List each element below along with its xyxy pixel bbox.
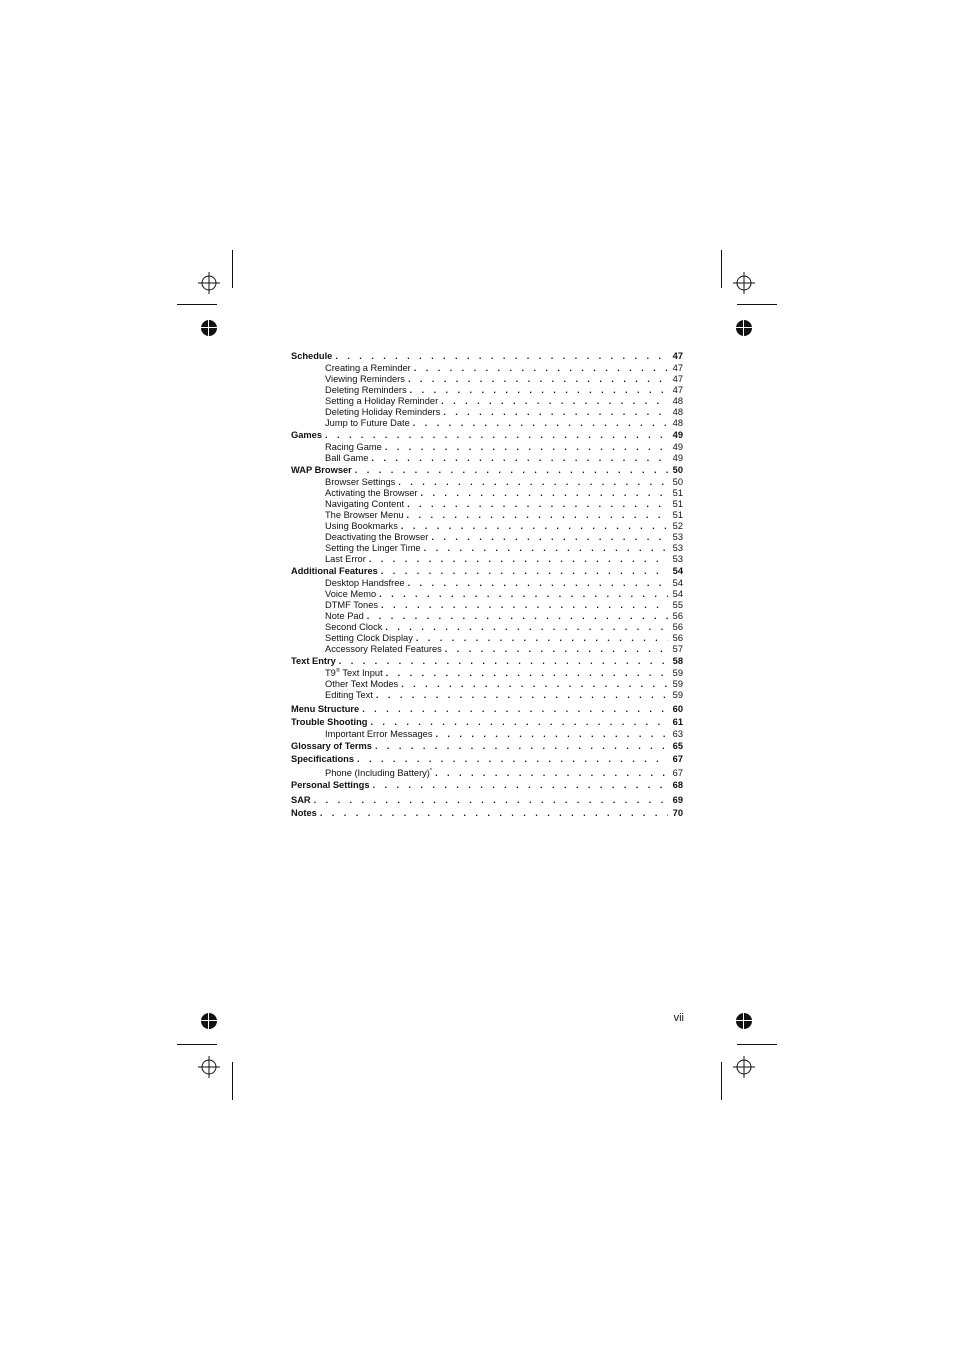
toc-entry-page-number: 47 [672, 385, 683, 395]
toc-dot-leader [410, 385, 668, 396]
toc-subsection-entry[interactable] [291, 768, 683, 779]
toc-dot-leader [431, 532, 668, 543]
crosshair-bottom-left-icon [198, 1056, 220, 1078]
toc-entry-title [325, 543, 421, 554]
toc-entry-title-text: Ball Game [325, 453, 369, 463]
toc-entry-title [291, 429, 322, 442]
toc-entry-title-text: Racing Game [325, 442, 382, 452]
toc-entry-page-number: 51 [672, 499, 683, 509]
toc-subsection-entry[interactable] [291, 633, 683, 644]
toc-entry-page-number: 54 [672, 589, 683, 599]
crop-line-bottom-left-vertical [232, 1062, 233, 1100]
toc-entry-title [325, 768, 432, 779]
toc-entry-page-number: 48 [672, 396, 683, 406]
toc-section-entry[interactable] [291, 716, 683, 729]
toc-entry-title [291, 464, 352, 477]
toc-section-entry[interactable] [291, 779, 683, 792]
toc-entry-page-number: 56 [672, 611, 683, 621]
toc-section-entry[interactable] [291, 655, 683, 668]
toc-entry-title-text: Important Error Messages [325, 729, 433, 739]
toc-dot-leader [386, 668, 668, 679]
toc-dot-leader [385, 442, 668, 453]
toc-entry-title [325, 532, 428, 543]
registration-dot-top-left-icon [201, 320, 217, 336]
toc-entry-title-text: WAP Browser [291, 465, 352, 475]
toc-entry-title [325, 374, 405, 385]
toc-entry-title-text: Desktop Handsfree [325, 578, 405, 588]
toc-entry-page-number: 51 [672, 488, 683, 498]
toc-entry-title-text: Using Bookmarks [325, 521, 398, 531]
toc-entry-title [325, 668, 383, 679]
toc-entry-page-number: 59 [672, 679, 683, 689]
toc-entry-title-text: Navigating Content [325, 499, 405, 509]
toc-entry-title [325, 396, 438, 407]
toc-entry-title-text: Other Text Modes [325, 679, 399, 689]
toc-dot-leader [370, 716, 668, 729]
toc-entry-title [291, 703, 359, 716]
toc-subsection-entry[interactable] [291, 589, 683, 600]
toc-entry-title-text: Jump to Future Date [325, 418, 410, 428]
toc-subsection-entry[interactable] [291, 543, 683, 554]
toc-entry-title [325, 442, 382, 453]
toc-entry-page-number: 61 [672, 717, 683, 727]
toc-subsection-entry[interactable] [291, 554, 683, 565]
toc-dot-leader [371, 453, 668, 464]
toc-entry-title-text: Deleting Reminders [325, 385, 407, 395]
crosshair-bottom-right-icon [733, 1056, 755, 1078]
crop-line-top-left-horizontal [177, 304, 217, 305]
toc-dot-leader [381, 565, 668, 578]
toc-entry-title-text: Phone (Including Battery) [325, 768, 430, 778]
toc-entry-title [325, 453, 368, 464]
toc-entry-title [325, 385, 407, 396]
toc-entry-superscript: ® [335, 668, 340, 674]
toc-dot-leader [435, 768, 668, 779]
toc-entry-title-text: Specifications [291, 754, 355, 764]
toc-entry-page-number: 49 [672, 430, 683, 440]
toc-entry-title-text: Deleting Holiday Reminders [325, 407, 441, 417]
toc-subsection-entry[interactable] [291, 622, 683, 633]
toc-entry-page-number: 53 [672, 543, 683, 553]
toc-entry-title [325, 589, 376, 600]
toc-section-entry[interactable] [291, 794, 683, 807]
toc-entry-title-text: Games [291, 430, 323, 440]
toc-entry-title-text: Notes [291, 808, 317, 818]
toc-entry-title [325, 729, 432, 740]
toc-subsection-entry[interactable] [291, 679, 683, 690]
toc-entry-title [325, 363, 411, 374]
toc-dot-leader [355, 464, 668, 477]
toc-subsection-entry[interactable] [291, 407, 683, 418]
toc-dot-leader [416, 633, 668, 644]
toc-entry-page-number: 60 [672, 704, 683, 714]
toc-subsection-entry[interactable] [291, 578, 683, 589]
toc-entry-page-number: 47 [672, 374, 683, 384]
toc-entry-title [291, 350, 332, 363]
toc-dot-leader [407, 510, 668, 521]
toc-dot-leader [424, 543, 668, 554]
toc-entry-title [291, 655, 336, 668]
toc-entry-page-number: 51 [672, 510, 683, 520]
crosshair-top-left-icon [198, 272, 220, 294]
toc-dot-leader [441, 396, 668, 407]
toc-entry-page-number: 48 [672, 418, 683, 428]
toc-subsection-entry[interactable] [291, 668, 683, 679]
toc-dot-leader [413, 418, 668, 429]
toc-entry-title-text: Personal Settings [291, 780, 370, 790]
toc-dot-leader [376, 690, 668, 701]
toc-dot-leader [435, 729, 668, 740]
toc-entry-title [325, 554, 366, 565]
toc-dot-leader [369, 554, 668, 565]
toc-entry-page-number: 50 [672, 477, 683, 487]
toc-subsection-entry[interactable] [291, 611, 683, 622]
toc-entry-title-text: SAR [291, 795, 311, 805]
toc-entry-page-number: 47 [672, 363, 683, 373]
toc-entry-title [325, 510, 404, 521]
crop-line-bottom-right-horizontal [737, 1044, 777, 1045]
toc-entry-title [325, 488, 418, 499]
toc-entry-page-number: 67 [672, 754, 683, 764]
toc-entry-title-text: Menu Structure [291, 704, 360, 714]
toc-section-entry[interactable] [291, 350, 683, 363]
toc-section-entry[interactable] [291, 703, 683, 716]
toc-entry-title-text: Setting a Holiday Reminder [325, 396, 439, 406]
toc-entry-page-number: 55 [672, 600, 683, 610]
toc-section-entry[interactable] [291, 807, 683, 820]
toc-section-entry[interactable] [291, 740, 683, 753]
toc-section-entry[interactable] [291, 753, 683, 766]
toc-entry-title [325, 600, 378, 611]
toc-subsection-entry[interactable] [291, 374, 683, 385]
crop-line-bottom-left-horizontal [177, 1044, 217, 1045]
toc-entry-title [325, 690, 373, 701]
toc-section-entry[interactable] [291, 464, 683, 477]
toc-entry-title-text: Browser Settings [325, 477, 396, 487]
toc-entry-title-text: Deactivating the Browser [325, 532, 429, 542]
toc-entry-title [325, 521, 398, 532]
toc-entry-page-number: 52 [672, 521, 683, 531]
toc-entry-title-text: Activating the Browser [325, 488, 418, 498]
toc-entry-title-text: Trouble Shooting [291, 717, 368, 727]
toc-dot-leader [445, 644, 668, 655]
toc-entry-title [291, 794, 311, 807]
toc-dot-leader [401, 679, 668, 690]
toc-entry-page-number: 67 [672, 768, 683, 778]
toc-subsection-entry[interactable] [291, 363, 683, 374]
toc-section-entry[interactable] [291, 565, 683, 578]
toc-entry-title-text: Second Clock [325, 622, 383, 632]
toc-entry-title [325, 499, 404, 510]
toc-entry-title [291, 716, 367, 729]
toc-entry-title-text: Voice Memo [325, 589, 377, 599]
toc-entry-page-number: 65 [672, 741, 683, 751]
toc-entry-title-text: Accessory Related Features [325, 644, 442, 654]
toc-entry-page-number: 63 [672, 729, 683, 739]
toc-entry-title-text: Viewing Reminders [325, 374, 405, 384]
toc-subsection-entry[interactable] [291, 532, 683, 543]
toc-subsection-entry[interactable] [291, 644, 683, 655]
toc-entry-title [325, 633, 413, 644]
page-number: vii [673, 1012, 684, 1024]
toc-subsection-entry[interactable] [291, 521, 683, 532]
toc-dot-leader [367, 611, 668, 622]
toc-dot-leader [335, 350, 668, 363]
toc-dot-leader [373, 779, 668, 792]
toc-entry-page-number: 53 [672, 554, 683, 564]
toc-entry-title-text: Text Entry [291, 656, 336, 666]
toc-section-entry[interactable] [291, 429, 683, 442]
toc-entry-title-text: Schedule [291, 351, 333, 361]
toc-dot-leader [357, 753, 668, 766]
toc-entry-title [325, 611, 364, 622]
toc-entry-title-text: Editing Text [325, 690, 373, 700]
toc-subsection-entry[interactable] [291, 600, 683, 611]
toc-dot-leader [414, 363, 668, 374]
toc-dot-leader [320, 807, 668, 820]
toc-dot-leader [421, 488, 669, 499]
toc-entry-page-number: 49 [672, 453, 683, 463]
toc-entry-title [325, 578, 405, 589]
toc-entry-page-number: 57 [672, 644, 683, 654]
crop-line-top-left-vertical [232, 250, 233, 288]
toc-entry-title-text: Setting the Linger Time [325, 543, 421, 553]
toc-entry-title [325, 622, 382, 633]
toc-entry-page-number: 48 [672, 407, 683, 417]
toc-subsection-entry[interactable] [291, 385, 683, 396]
toc-subsection-entry[interactable] [291, 453, 683, 464]
toc-dot-leader [408, 374, 668, 385]
toc-entry-title [291, 779, 370, 792]
toc-entry-page-number: 70 [672, 808, 683, 818]
toc-subsection-entry[interactable] [291, 477, 683, 488]
toc-dot-leader [401, 521, 668, 532]
toc-subsection-entry[interactable] [291, 690, 683, 701]
toc-dot-leader [408, 578, 668, 589]
toc-entry-page-number: 54 [672, 578, 683, 588]
toc-dot-leader [362, 703, 668, 716]
toc-dot-leader [339, 655, 668, 668]
toc-entry-title-suffix: Text Input [339, 668, 383, 678]
toc-entry-title-text: DTMF Tones [325, 600, 379, 610]
toc-subsection-entry[interactable] [291, 510, 683, 521]
toc-entry-title-text: Note Pad [325, 611, 364, 621]
toc-dot-leader [325, 429, 668, 442]
crosshair-top-right-icon [733, 272, 755, 294]
toc-entry-page-number: 68 [672, 780, 683, 790]
toc-entry-page-number: 54 [672, 566, 683, 576]
toc-dot-leader [314, 794, 668, 807]
toc-subsection-entry[interactable] [291, 442, 683, 453]
registration-dot-top-right-icon [736, 320, 752, 336]
toc-entry-title-text: The Browser Menu [325, 510, 404, 520]
toc-entry-page-number: 69 [672, 795, 683, 805]
toc-entry-page-number: 58 [672, 656, 683, 666]
toc-entry-title [291, 740, 372, 753]
toc-entry-page-number: 59 [672, 668, 683, 678]
toc-dot-leader [379, 589, 668, 600]
toc-entry-page-number: 53 [672, 532, 683, 542]
toc-subsection-entry[interactable] [291, 729, 683, 740]
toc-subsection-entry[interactable] [291, 488, 683, 499]
toc-entry-title [291, 565, 378, 578]
crop-line-bottom-right-vertical [721, 1062, 722, 1100]
toc-dot-leader [385, 622, 668, 633]
toc-dot-leader [443, 407, 668, 418]
toc-dot-leader [381, 600, 668, 611]
toc-subsection-entry[interactable] [291, 418, 683, 429]
toc-entry-page-number: 47 [672, 351, 683, 361]
toc-entry-title [291, 807, 317, 820]
crop-line-top-right-horizontal [737, 304, 777, 305]
toc-entry-title [325, 679, 398, 690]
toc-entry-page-number: 56 [672, 622, 683, 632]
toc-entry-title-text: Creating a Reminder [325, 363, 411, 373]
table-of-contents [291, 350, 683, 820]
toc-entry-superscript: * [429, 768, 433, 774]
toc-subsection-entry[interactable] [291, 499, 683, 510]
toc-entry-title-text: T9 [325, 668, 336, 678]
crop-line-top-right-vertical [721, 250, 722, 288]
toc-dot-leader [407, 499, 668, 510]
toc-entry-title-text: Last Error [325, 554, 366, 564]
toc-entry-page-number: 49 [672, 442, 683, 452]
registration-dot-bottom-right-icon [736, 1013, 752, 1029]
toc-entry-title [325, 418, 410, 429]
toc-entry-title [325, 644, 442, 655]
toc-entry-title-text: Additional Features [291, 566, 378, 576]
toc-entry-title-text: Setting Clock Display [325, 633, 413, 643]
registration-dot-bottom-left-icon [201, 1013, 217, 1029]
toc-entry-title [325, 477, 395, 488]
toc-subsection-entry[interactable] [291, 396, 683, 407]
toc-entry-title [325, 407, 440, 418]
toc-entry-page-number: 56 [672, 633, 683, 643]
toc-entry-page-number: 59 [672, 690, 683, 700]
toc-dot-leader [375, 740, 668, 753]
toc-dot-leader [398, 477, 668, 488]
toc-entry-page-number: 50 [672, 465, 683, 475]
toc-entry-title [291, 753, 354, 766]
toc-entry-title-text: Glossary of Terms [291, 741, 372, 751]
